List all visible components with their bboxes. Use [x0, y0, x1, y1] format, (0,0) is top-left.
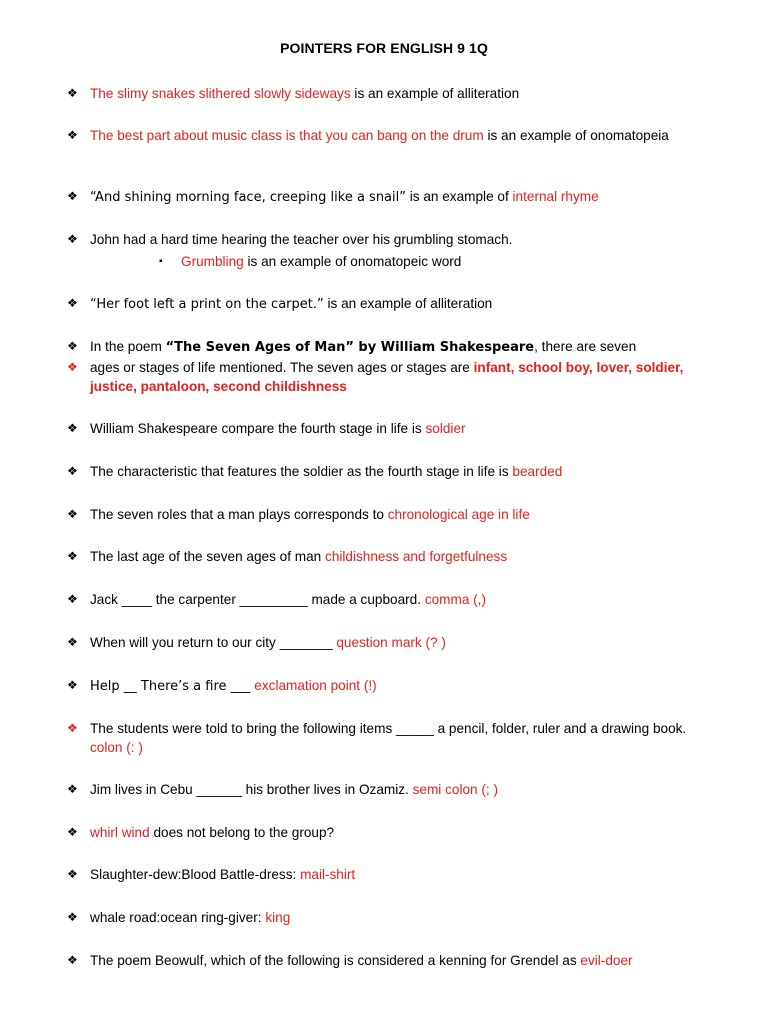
- item-text: Jack ____ the carpenter _________ made a cupboard.: [90, 592, 425, 607]
- list-item: [67, 633, 728, 652]
- bullet-icon: ❖: [67, 189, 78, 203]
- sub-list-item: [159, 252, 728, 271]
- item-text: is an example of onomatopeia: [483, 128, 669, 143]
- list-item: [67, 505, 728, 524]
- list-item: [67, 337, 728, 357]
- list-item: [67, 951, 748, 970]
- bullet-icon: ❖: [67, 592, 78, 606]
- answer-text: internal rhyme: [512, 189, 599, 204]
- bullet-icon: ❖: [67, 721, 78, 735]
- item-text: ages or stages of life mentioned. The seven ages or stages are: [90, 360, 474, 375]
- bullet-icon: ❖: [67, 128, 78, 142]
- answer-text: semi colon (; ): [412, 782, 498, 797]
- item-text: is an example of onomatopeic word: [243, 254, 462, 269]
- item-text: The students were told to bring the following items _____ a pencil, folder, ruler and a drawing book.: [90, 721, 687, 736]
- list-item: [67, 462, 728, 481]
- answer-text: childishness and forgetfulness: [325, 549, 508, 564]
- answer-text: mail-shirt: [300, 867, 356, 882]
- answer-text: bearded: [512, 464, 563, 479]
- bullet-icon: ❖: [67, 549, 78, 563]
- answer-text: The best part about music class is that you can bang on the drum: [90, 128, 484, 143]
- answer-text: colon (: ): [90, 740, 143, 755]
- item-text: The characteristic that features the soldier as the fourth stage in life is: [90, 464, 513, 479]
- page-title: POINTERS FOR ENGLISH 9 1Q: [280, 40, 488, 56]
- answer-text: The slimy snakes slithered slowly sideways: [90, 86, 351, 101]
- answer-text: exclamation point (!): [254, 678, 377, 693]
- bullet-icon: ❖: [67, 953, 78, 967]
- bullet-icon: ❖: [67, 360, 78, 374]
- list-item: [67, 230, 728, 249]
- poem-title: “The Seven Ages of Man” by William Shakespeare: [165, 340, 535, 355]
- bullet-icon: ❖: [67, 867, 78, 881]
- list-item: [67, 294, 728, 314]
- item-text: whale road:ocean ring-giver:: [90, 910, 266, 925]
- item-text: Jim lives in Cebu ______ his brother lives in Ozamiz.: [90, 782, 413, 797]
- answer-text: evil-doer: [580, 953, 633, 968]
- list-item: [67, 358, 728, 396]
- list-item: [67, 908, 728, 927]
- answer-text: king: [265, 910, 291, 925]
- item-text: In the poem: [90, 339, 166, 354]
- square-bullet-icon: ▪: [159, 256, 163, 267]
- bullet-icon: ❖: [67, 678, 78, 692]
- list-item: [67, 780, 728, 799]
- item-text: is an example of: [405, 189, 513, 204]
- bullet-icon: ❖: [67, 782, 78, 796]
- list-item: [67, 590, 728, 609]
- bullet-icon: ❖: [67, 507, 78, 521]
- list-item: [67, 719, 720, 757]
- answer-text: chronological age in life: [387, 507, 530, 522]
- list-item: [67, 84, 728, 103]
- bullet-icon: ❖: [67, 232, 78, 246]
- list-item: [67, 187, 728, 207]
- item-text: John had a hard time hearing the teacher over his grumbling stomach.: [90, 232, 513, 247]
- list-item: [67, 547, 728, 566]
- answer-text: infant, school boy, lover, soldier, justice, pantaloon, second childishness: [90, 360, 684, 394]
- bullet-icon: ❖: [67, 910, 78, 924]
- list-item: [67, 823, 728, 842]
- bullet-icon: ❖: [67, 635, 78, 649]
- bullet-icon: ❖: [67, 296, 78, 310]
- item-text: is an example of alliteration: [350, 86, 520, 101]
- quote-text: “And shining morning face, creeping like a snail”: [90, 190, 406, 205]
- item-text: is an example of alliteration: [323, 296, 493, 311]
- item-text: When will you return to our city _______: [90, 635, 337, 650]
- bullet-icon: ❖: [67, 421, 78, 435]
- item-text: , there are seven: [534, 339, 637, 354]
- list-item: [67, 865, 728, 884]
- bullet-icon: ❖: [67, 339, 78, 353]
- list-item: [67, 126, 728, 145]
- answer-text: Grumbling: [181, 254, 244, 269]
- answer-text: comma (,): [424, 592, 486, 607]
- bullet-icon: ❖: [67, 825, 78, 839]
- quote-text: “Her foot left a print on the carpet.”: [90, 297, 324, 312]
- item-text: Slaughter-dew:Blood Battle-dress:: [90, 867, 301, 882]
- answer-text: whirl wind: [90, 825, 150, 840]
- item-text: William Shakespeare compare the fourth stage in life is: [90, 421, 426, 436]
- item-text: The last age of the seven ages of man: [90, 549, 326, 564]
- answer-text: question mark (? ): [336, 635, 446, 650]
- item-text: The poem Beowulf, which of the following is considered a kenning for Grendel as: [90, 953, 581, 968]
- list-item: [67, 676, 728, 696]
- bullet-icon: ❖: [67, 464, 78, 478]
- list-item: [67, 419, 728, 438]
- bullet-icon: ❖: [67, 86, 78, 100]
- item-text: Help __ There’s a fire ___: [90, 679, 255, 694]
- item-text: The seven roles that a man plays corresponds to: [90, 507, 388, 522]
- item-text: does not belong to the group?: [149, 825, 335, 840]
- answer-text: soldier: [425, 421, 466, 436]
